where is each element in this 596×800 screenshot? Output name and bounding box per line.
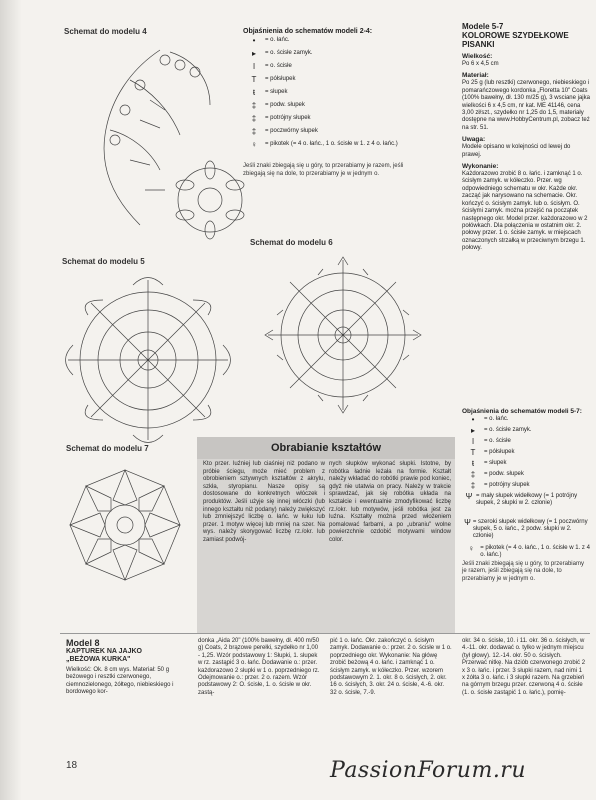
schemat-5-title: Schemat do modelu 5 [62, 257, 145, 266]
legend-note: Jeśli znaki zbiegają się u góry, to przerabiamy je razem, jeśli zbiegają się na dole, to przerabiamy je w jednym o. [243, 163, 404, 177]
picot-icon: ♀ [468, 543, 475, 553]
legend-item: = pikotek (= 4 o. łańc., 1 o. ścisłe w 1. z 4 o. łańc.) [480, 544, 590, 558]
double-crochet-icon: ŧ [252, 88, 256, 97]
chain-stitch-icon: • [252, 36, 256, 45]
diagram-model-5 [63, 275, 233, 445]
legend-item: = półsłupek [484, 448, 515, 455]
watermark: PassionForum.ru [330, 758, 526, 783]
note-label: Uwaga: [462, 136, 486, 144]
model-8-col3: pić 1 o. łańc. Okr. zakończyć o. ścisłym zamyk. Dodawanie o.: przer. 2 o. ścisłe w 1 o. poprzedniego okr. Wykonanie: Na główę zrobić beżową 4 o. łańc. i zamknąć 1 o. ścisłym zamyk. w kółeczko. Przer. wzorem podstawowym 2. 1. okr. 8 o. ścisłych, 2. okr. 16 o. ścisłych, 3. okr. 24 o. ścisłe, 4.-6. okr. 32 o. ścisłe, 7.-9. [330, 638, 452, 696]
legend-item: = podw. słupek [484, 470, 524, 477]
triple-treble-icon: ‡ [251, 114, 257, 123]
legend-item: = o. ścisłe zamyk. [265, 50, 313, 56]
legend-item: = szeroki słupek widełkowy (= 1 poczwórny słupek, 5 o. łańc., 2 podw. słupki w 2. członie) [472, 518, 588, 539]
schemat-4-title: Schemat do modelu 4 [64, 27, 147, 36]
legend-item: = o. ścisłe [484, 437, 511, 444]
legend-heading: Objaśnienia do schematów modeli 2-4: [243, 28, 373, 35]
legend-note: Jeśli znaki zbiegają się u góry, to przerabiamy je razem, jeśli zbiegają się na dole, to przerabiamy je w jednym o. [462, 560, 584, 582]
page-fold-shadow [0, 0, 22, 800]
diagram-model-6 [263, 255, 423, 415]
model-8-col4: okr. 34 o. ścisłe, 10. i 11. okr. 36 o. ścisłych, w 4.-11. okr. dodawać o. tylko w jednym miejscu (tył głowy). 12.-14. okr. 50 o. ścisłych. Przerwać nitkę. Na dziób czerwonego zrobić 2 x 3 o. łańc. i przer. 3 słupki razem, nad nimi 1 x żółta 3 o. łańc. i 3 słupki razem. Na grzebień na górnym brzegu przer. czerwoną 4 o. ścisłe (1. o. ścisłe zastąpić 1 o. łańc.), pomię- [462, 638, 586, 696]
chain-stitch-icon: • [471, 414, 475, 424]
model-8-subtitle: KAPTUREK NA JAJKO [66, 648, 142, 655]
schemat-7-title: Schemat do modelu 7 [66, 444, 149, 453]
instructions-label: Wykonanie: [462, 163, 499, 171]
model-8-title: Model 8 [66, 638, 100, 648]
legend-item: = słupek [265, 89, 288, 95]
single-crochet-icon: ǀ [471, 436, 475, 446]
model-8-section [60, 633, 590, 744]
double-crochet-icon: ŧ [471, 458, 475, 468]
legend-models-2-4 [243, 28, 413, 178]
legend-item: = potrójny słupek [265, 115, 311, 121]
instructions-text: Każdorazowo zrobić 8 o. łańc. i zamknąć 1 o. ścisłym zamyk. w kółeczko. Przer. wg odpowiedniego schematu w okr. Każde okr. zacząć jak narysowano na schemacie. Okr. kończyć o. ścisłym zamyk. lub o. ścisłym. O. ścisłymi zamyk. można przejść na początek następnego okr. Model przer. każdorazowo w 2 połówkach. Dla połączenia w ostatnim okr. 2. połowy przer. 1 o. ścisłe zamyk. w miejscach oznaczonych strzałką w przeciwnym brzegu 1. połowy. [462, 171, 588, 252]
legend-item: = potrójny słupek [484, 481, 530, 488]
quad-treble-icon: ‡ [251, 127, 257, 136]
legend-item: = słupek [484, 459, 507, 466]
half-double-icon: T [251, 75, 257, 84]
models-5-7-heading: Modele 5-7 [462, 22, 504, 31]
model-8-col2: donka „Aida 20" (100% bawełny, dł. 400 m/50 g) Coats, 2 brązowe perełki, szydełko nr 1,00 - 1,25. Wzór podstawowy 1: Słupki, 1. słupek w rz. zastąpić 3 o. łańc. Dodawanie o.: przer. każdorazowo 2 słupki w 1 o. poprzedniego rz. Odejmowanie o.: przer. 2 o. razem. Wzór podstawowy 2: O. ścisłe, 1. o. ścisłe w okr. zastą- [198, 638, 320, 696]
treble-icon: ‡ [251, 101, 257, 110]
slip-stitch-icon: ▸ [470, 425, 475, 435]
legend-heading: Objaśnienia do schematów modeli 5-7: [462, 408, 582, 415]
shaping-tips-col2: nych słupków wykonać słupki. Istotne, by robótka ładnie leżała na formie. Kształt należy wkładać do robótki prawie pod koniec, gdyż nie utatwia on pracy. Należy w trakcie sprawdzać, jak się robótka układa na kształcie i ewentualnie zmodyfikować liczbę rz./okr. lub motywów, jeśli robótka jest za luźna. Kształty można przed włożeniem pomalować farbami, a po „ubraniu" wolne powierzchnie ozdobić motywami window color. [329, 461, 451, 543]
note-text: Modele opisano w kolejności od lewej do prawej. [462, 144, 571, 158]
picot-icon: ♀ [251, 140, 257, 149]
legend-item: = o. łańc. [484, 415, 509, 422]
legend-item: = półsłupek [265, 76, 296, 82]
legend-item: = poczwórny słupek [265, 128, 318, 134]
small-fork-stitch-icon: Ψ [465, 491, 473, 501]
schemat-6-title: Schemat do modelu 6 [250, 238, 333, 247]
size-label: Wielkość: [462, 53, 493, 60]
legend-item: = o. łańc. [265, 37, 290, 43]
diagram-model-4 [70, 40, 250, 240]
legend-item: = pikotek (= 4 o. łańc., 1 o. ścisłe w 1. z 4 o. łańc.) [265, 141, 398, 147]
legend-item: = o. ścisłe [265, 63, 292, 69]
shaping-tips-title: Obrabianie kształtów [197, 437, 455, 459]
legend-item: = mały słupek widełkowy (= 1 potrójny słupek, 2 słupki w 2. członie) [476, 492, 578, 506]
legend-item: = podw. słupek [265, 102, 305, 108]
shaping-tips-col1: Kto przer. luźniej lub ciaśniej niż podano w próbie ściegu, może mieć problem z obrobieniem sztywnych kształtów z akrylu, szkła, styropianu. Nasze opisy są dostosowane do konkretnych włóczek i produktów. Jeśli użyje się innej włóczki (lub innego kształtu niż podany) należy zwiększyć lub zmniejszyć liczbę o. łańc. w łuku lub przer. 1 motyw więcej lub mniej na szer. Na wys. należy skorygować liczbę rz./okr. lub zamiast podwój- [203, 461, 325, 543]
size-text: Po 6 x 4,5 cm [462, 61, 499, 67]
models-5-7-description [462, 22, 590, 253]
half-double-icon: T [470, 447, 476, 457]
model-8-col1: Wielkość: Ok. 8 cm wys. Materiał: 50 g beżowego i resztki czerwonego, ciemnozielonego, żółtego, niebieskiego i bordowego kor- [66, 667, 174, 696]
single-crochet-icon: ǀ [252, 62, 256, 71]
models-5-7-subtitle: KOLOROWE SZYDEŁKOWE PISANKI [462, 31, 569, 49]
treble-icon: ‡ [470, 469, 476, 479]
slip-stitch-icon: ▸ [251, 49, 256, 58]
material-label: Materiał: [462, 72, 489, 80]
shaping-tips-box [197, 437, 455, 633]
triple-treble-icon: ‡ [470, 480, 476, 490]
material-text: Po 25 g (lub resztki) czerwonego, niebieskiego i pomarańczowego kordonka „Floretta 10" Coats (100% bawełny, dł. 130 m/25 g), 3 wsciane jajka wielkości 6 x 4,5 cm, nr kat. ME 41146, cena 3,00 zł/szt., szydełko nr 1,25 do 1,5, materiały dostępne na www.HobbyCentrum.pl, zobacz też na str. 51. [462, 80, 590, 131]
page-number: 18 [66, 760, 78, 771]
diagram-model-7 [60, 460, 190, 590]
model-8-subtitle-2: „BEŻOWA KURKA" [66, 656, 131, 663]
legend-item: = o. ścisłe zamyk. [484, 426, 532, 433]
legend-models-5-7 [462, 408, 590, 583]
wide-fork-stitch-icon: Ψ [464, 517, 471, 527]
